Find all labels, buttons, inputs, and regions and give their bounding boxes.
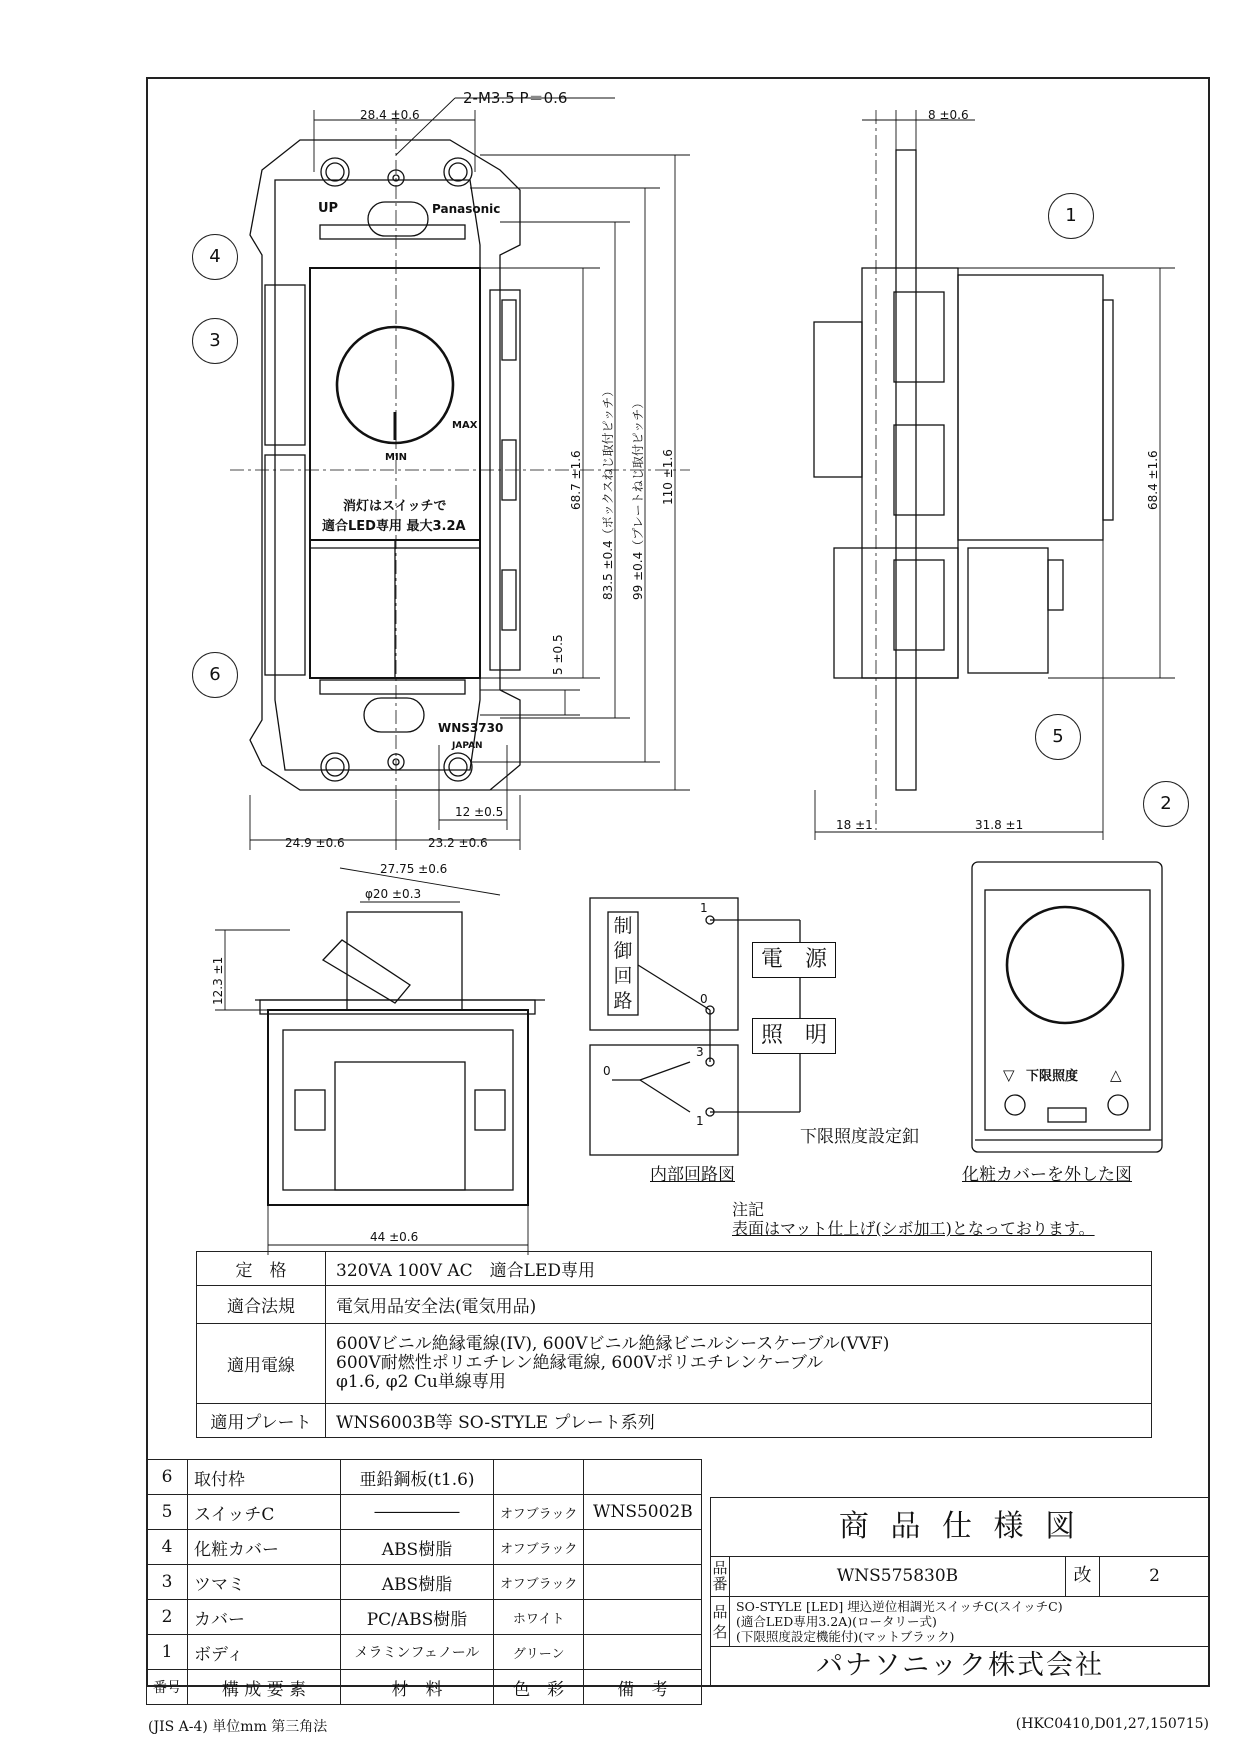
dim-b-44: 44 ±0.6 (370, 1230, 419, 1244)
control-char-3: 回 (613, 965, 633, 987)
spec-value: WNS6003B等 SO-STYLE プレート系列 (326, 1404, 1152, 1438)
circuit-t1: 1 (700, 901, 708, 915)
spec-table (196, 1251, 1152, 1438)
dim-w-249: 24.9 ±0.6 (285, 836, 345, 850)
dim-depth-top: 8 ±0.6 (928, 108, 969, 122)
spec-key: 適合法規 (197, 1286, 326, 1324)
circuit-t0: 0 (700, 992, 708, 1006)
dim-b-phi20: φ20 ±0.3 (365, 887, 422, 901)
front-note2: 適合LED専用 最大3.2A (322, 519, 466, 534)
part-note: WNS5002B (584, 1495, 702, 1530)
parts-row (147, 1460, 702, 1495)
part-no: 6 (147, 1460, 188, 1495)
revision-value: 2 (1100, 1557, 1210, 1597)
front-brand: Panasonic (432, 202, 501, 216)
product-name-line3: (下限照度設定機能付)(マットブラック) (736, 1629, 955, 1644)
cover-tri-up: △ (1110, 1066, 1122, 1084)
power-label: 電 源 (752, 942, 836, 978)
part-note (584, 1460, 702, 1495)
note-body: 表面はマット仕上げ(シボ加工)となっております。 (732, 1219, 1095, 1238)
part-number: WNS575830B (730, 1557, 1066, 1597)
part-name: カバー (188, 1600, 341, 1635)
revision-label: 改 (1066, 1557, 1100, 1597)
product-name-line2: (適合LED専用3.2A)(ロータリー式) (736, 1614, 937, 1629)
parts-row (147, 1600, 702, 1635)
part-name: 化粧カバー (188, 1530, 341, 1565)
parts-row (147, 1635, 702, 1670)
cover-tri-down: ▽ (1003, 1066, 1015, 1084)
header-no: 番号 (147, 1670, 188, 1705)
dim-b-2775: 27.75 ±0.6 (380, 862, 448, 876)
spec-value: 600Vビニル絶縁電線(IV), 600Vビニル絶縁ビニルシースケーブル(VVF) 600V耐燃性ポリエチレン絶縁電線, 600Vポリエチレンケーブル φ1.6, φ2 Cu単線専用 (326, 1324, 1152, 1404)
part-material: 亜鉛鋼板(t1.6) (341, 1460, 494, 1495)
part-color: オフブラック (494, 1530, 584, 1565)
part-note (584, 1565, 702, 1600)
part-no: 3 (147, 1565, 188, 1600)
cover-caption: 化粧カバーを外した図 (962, 1165, 1132, 1185)
part-no: 2 (147, 1600, 188, 1635)
title-block (710, 1497, 1210, 1687)
part-color: グリーン (494, 1635, 584, 1670)
footer-right: (HKC0410,D01,27,150715) (1015, 1716, 1209, 1732)
setting-knob-label: 下限照度設定釦 (800, 1127, 919, 1147)
parts-row (147, 1530, 702, 1565)
part-name: ツマミ (188, 1565, 341, 1600)
lighting-label: 照 明 (752, 1018, 836, 1054)
part-material: メラミンフェノール (341, 1635, 494, 1670)
part-material: ABS樹脂 (341, 1565, 494, 1600)
spec-key: 適用プレート (197, 1404, 326, 1438)
cover-removed-view (972, 862, 1162, 1152)
part-no: 4 (147, 1530, 188, 1565)
part-name: スイッチC (188, 1495, 341, 1530)
callout-5: 5 (1035, 714, 1081, 760)
spec-value: 320VA 100V AC 適合LED専用 (326, 1252, 1152, 1286)
dim-h-110: 110 ±1.6 (661, 449, 675, 505)
part-color (494, 1460, 584, 1495)
spec-row (197, 1286, 1152, 1324)
dim-screw: 2-M3.5 P＝0.6 (463, 89, 568, 107)
dim-side-684: 68.4 ±1.6 (1146, 450, 1160, 510)
front-max: MAX (452, 420, 478, 431)
callout-1: 1 (1048, 193, 1094, 239)
part-no: 1 (147, 1635, 188, 1670)
callout-3: 3 (192, 318, 238, 364)
note-title: 注記 (732, 1200, 765, 1219)
parts-row (147, 1495, 702, 1530)
product-name-line1: SO-STYLE [LED] 埋込逆位相調光スイッチC(スイッチC) (736, 1599, 1063, 1614)
header-note: 備 考 (584, 1670, 702, 1705)
product-name-label: 品名 (710, 1597, 730, 1647)
spec-row (197, 1252, 1152, 1286)
part-name: ボディ (188, 1635, 341, 1670)
circuit-t0b: 0 (603, 1064, 611, 1078)
front-note1: 消灯はスイッチで (343, 499, 447, 514)
part-color: ホワイト (494, 1600, 584, 1635)
dim-side-318: 31.8 ±1 (975, 818, 1024, 832)
title-heading: 商 品 仕 様 図 (710, 1497, 1210, 1557)
part-color: オフブラック (494, 1565, 584, 1600)
header-color: 色 彩 (494, 1670, 584, 1705)
circuit-caption: 内部回路図 (650, 1165, 735, 1185)
front-japan: JAPAN (452, 741, 483, 751)
dim-b-123: 12.3 ±1 (211, 956, 225, 1005)
part-name: 取付枠 (188, 1460, 341, 1495)
part-note (584, 1635, 702, 1670)
part-note (584, 1600, 702, 1635)
spec-key: 適用電線 (197, 1324, 326, 1404)
control-char-4: 路 (613, 990, 633, 1012)
dim-w-12: 12 ±0.5 (455, 805, 504, 819)
front-min: MIN (385, 452, 408, 463)
circuit-t1b: 1 (696, 1114, 704, 1128)
front-up-mark: UP (318, 201, 339, 216)
dim-side-18: 18 ±1 (836, 818, 873, 832)
part-color: オフブラック (494, 1495, 584, 1530)
spec-value: 電気用品安全法(電気用品) (326, 1286, 1152, 1324)
part-no-label: 品番 (710, 1557, 730, 1597)
parts-row (147, 1565, 702, 1600)
company-name: パナソニック株式会社 (710, 1647, 1210, 1687)
part-material: ABS樹脂 (341, 1530, 494, 1565)
parts-table (146, 1459, 702, 1705)
dim-w-232: 23.2 ±0.6 (428, 836, 488, 850)
dim-h-99: 99 ±0.4（プレートねじ取付ピッチ） (631, 396, 645, 600)
control-circuit-label (608, 914, 638, 1014)
callout-6: 6 (192, 652, 238, 698)
spec-row (197, 1404, 1152, 1438)
dim-h-687: 68.7 ±1.6 (569, 450, 583, 510)
part-note (584, 1530, 702, 1565)
dim-width-top: 28.4 ±0.6 (360, 108, 420, 122)
part-material: ――――― (341, 1495, 494, 1530)
parts-header (147, 1670, 702, 1705)
header-name: 構 成 要 素 (188, 1670, 341, 1705)
dim-h-835: 83.5 ±0.4（ボックスねじ取付ピッチ） (601, 384, 615, 600)
circuit-t3: 3 (696, 1045, 704, 1059)
dim-h-5: 5 ±0.5 (551, 634, 565, 675)
product-name (730, 1597, 1210, 1647)
header-material: 材 料 (341, 1670, 494, 1705)
footer-left: (JIS A-4) 単位mm 第三角法 (148, 1719, 328, 1735)
spec-row (197, 1324, 1152, 1404)
front-model: WNS3730 (438, 721, 504, 735)
callout-4: 4 (192, 234, 238, 280)
part-no: 5 (147, 1495, 188, 1530)
control-char-1: 制 (613, 915, 633, 937)
control-char-2: 御 (613, 940, 633, 962)
callout-2: 2 (1143, 781, 1189, 827)
spec-key: 定 格 (197, 1252, 326, 1286)
part-material: PC/ABS樹脂 (341, 1600, 494, 1635)
cover-lower-limit: 下限照度 (1026, 1069, 1079, 1084)
bottom-view (215, 868, 545, 1255)
